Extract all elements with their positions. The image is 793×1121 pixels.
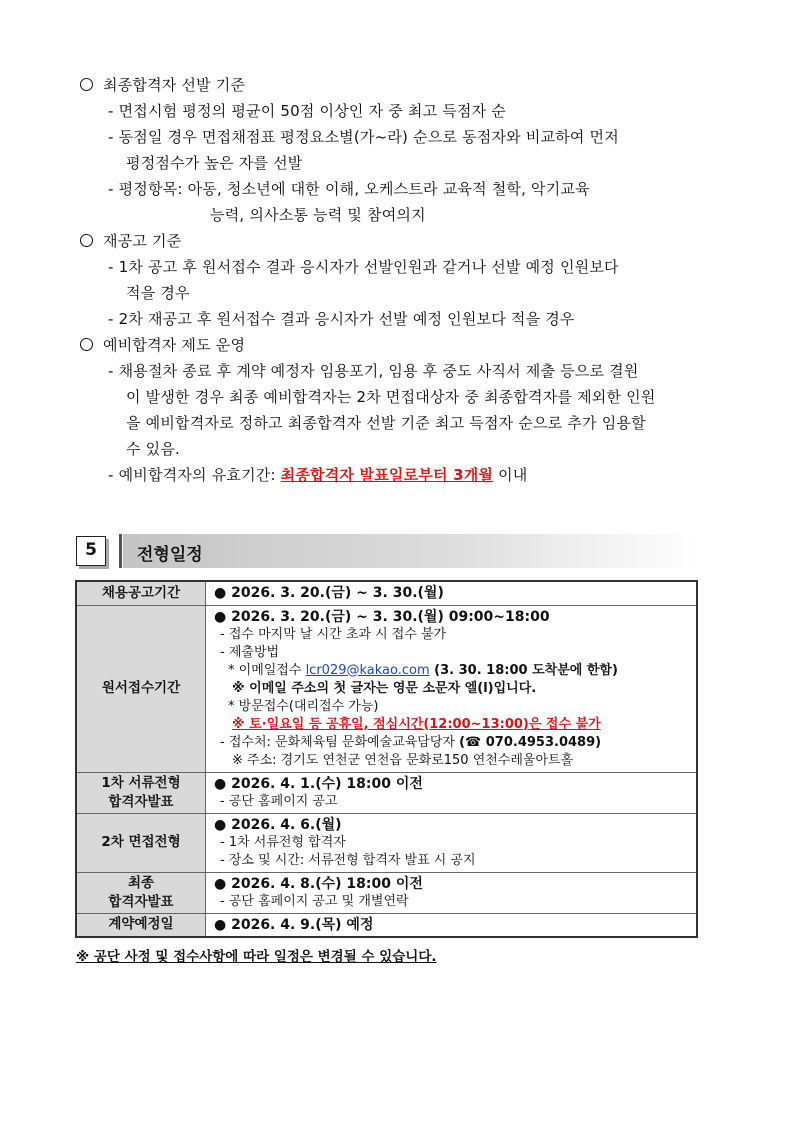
schedule-footnote: ※ 공단 사정 및 접수사항에 따라 일정은 변경될 수 있습니다. [76, 949, 437, 965]
table-row [76, 605, 697, 772]
final-result-date: ● 2026. 4. 8.(수) 18:00 이전 [214, 875, 423, 892]
office-phone: (☎ 070.4953.0489) [459, 734, 602, 750]
table-row [76, 913, 697, 937]
validity-label: - 예비합격자의 유효기간: [108, 466, 281, 484]
email-link[interactable]: lcr029@kakao.com [305, 662, 430, 678]
reserve-item: 수 있음. [126, 440, 181, 458]
section-divider [119, 534, 122, 568]
readvertise-heading: 재공고 기준 [80, 231, 181, 251]
reserve-item: - 채용절차 종료 후 계약 예정자 임용포기, 임용 후 중도 사직서 제출 등으로 결원 [108, 362, 639, 380]
document-result-note: - 공단 홈페이지 공고 [220, 793, 338, 809]
application-period: ● 2026. 3. 20.(금) ~ 3. 30.(월) 09:00~18:00 [214, 608, 550, 625]
criteria-heading: 최종합격자 선발 기준 [80, 75, 245, 95]
reserve-validity [108, 465, 527, 485]
visit-note: ※ 토·일요일 등 공휴일, 점심시간(12:00~13:00)은 접수 불가 [232, 716, 601, 732]
circle-bullet-icon [80, 78, 93, 91]
contract-date: ● 2026. 4. 9.(목) 예정 [214, 916, 374, 933]
office-label: - 접수처: 문화체육팀 문화예술교육담당자 [220, 734, 460, 750]
table-row [76, 813, 697, 872]
row-label-line: 1차 서류전형 [101, 774, 181, 791]
criteria-item: 능력, 의사소통 능력 및 참여의지 [210, 206, 426, 224]
row-label: 채용공고기간 [76, 581, 206, 605]
row-label-line: 합격자발표 [108, 893, 174, 910]
circle-bullet-icon [80, 338, 93, 351]
email-submission [214, 662, 692, 680]
criteria-item: - 면접시험 평정의 평균이 50점 이상인 자 중 최고 득점자 순 [108, 102, 506, 120]
criteria-item: - 평정항목: 아동, 청소년에 대한 이해, 오케스트라 교육적 철학, 악기교육 [108, 180, 590, 198]
row-value [206, 872, 698, 913]
row-label: 2차 면접전형 [76, 813, 206, 872]
row-value [206, 605, 698, 772]
final-result-note: - 공단 홈페이지 공고 및 개별연락 [220, 893, 409, 909]
circle-bullet-icon [80, 234, 93, 247]
row-label: 원서접수기간 [76, 605, 206, 772]
section-title: 전형일정 [137, 545, 203, 565]
reserve-heading: 예비합격자 제도 운영 [80, 335, 245, 355]
readvertise-item: - 1차 공고 후 원서접수 결과 응시자가 선발인원과 같거나 선발 예정 인원보다 [108, 258, 619, 276]
row-label: 계약예정일 [76, 913, 206, 937]
posting-period: ● 2026. 3. 20.(금) ~ 3. 30.(월) [214, 585, 444, 602]
office-address: ※ 주소: 경기도 연천군 연천읍 문화로150 연천수레울아트홀 [232, 752, 574, 768]
reserve-item: 이 발생한 경우 최종 예비합격자는 2차 면접대상자 중 최종합격자를 제외한 인원 [126, 388, 656, 406]
submission-method: - 제출방법 [220, 644, 280, 660]
interview-place: - 장소 및 시간: 서류전형 합격자 발표 시 공지 [220, 852, 476, 868]
table-row [76, 772, 697, 813]
criteria-item: - 동점일 경우 면접채점표 평정요소별(가~라) 순으로 동점자와 비교하여 먼저 [108, 128, 619, 146]
reserve-item: 을 예비합격자로 정하고 최종합격자 선발 기준 최고 득점자 순으로 추가 임용할 [126, 414, 646, 432]
schedule-table [75, 580, 698, 938]
section-title-bar [123, 534, 698, 568]
email-note: ※ 이메일 주소의 첫 글자는 영문 소문자 엘(l)입니다. [232, 680, 537, 696]
visit-submission: * 방문접수(대리접수 가능) [228, 698, 379, 714]
readvertise-item: 적을 경우 [126, 284, 190, 302]
email-deadline: (3. 30. 18:00 도착분에 한함) [429, 662, 618, 678]
row-label [76, 772, 206, 813]
readvertise-item: - 2차 재공고 후 원서접수 결과 응시자가 선발 예정 인원보다 적을 경우 [108, 310, 575, 328]
table-row [76, 581, 697, 605]
row-value [206, 913, 698, 937]
criteria-item: 평정점수가 높은 자를 선발 [126, 154, 303, 172]
row-label-line: 최종 [127, 874, 155, 891]
row-value [206, 772, 698, 813]
interview-target: - 1차 서류전형 합격자 [220, 834, 346, 850]
row-value [206, 581, 698, 605]
row-label [76, 872, 206, 913]
document-result-date: ● 2026. 4. 1.(수) 18:00 이전 [214, 775, 423, 792]
validity-highlight: 최종합격자 발표일로부터 3개월 [280, 466, 494, 484]
row-label-line: 합격자발표 [108, 793, 174, 810]
interview-date: ● 2026. 4. 6.(월) [214, 816, 342, 833]
office-contact [214, 734, 692, 752]
validity-suffix: 이내 [493, 466, 528, 484]
email-label: * 이메일접수 [228, 662, 306, 678]
section-number: 5 [76, 536, 106, 566]
deadline-note: - 접수 마지막 날 시간 초과 시 접수 불가 [220, 626, 447, 642]
table-row [76, 872, 697, 913]
row-value [206, 813, 698, 872]
